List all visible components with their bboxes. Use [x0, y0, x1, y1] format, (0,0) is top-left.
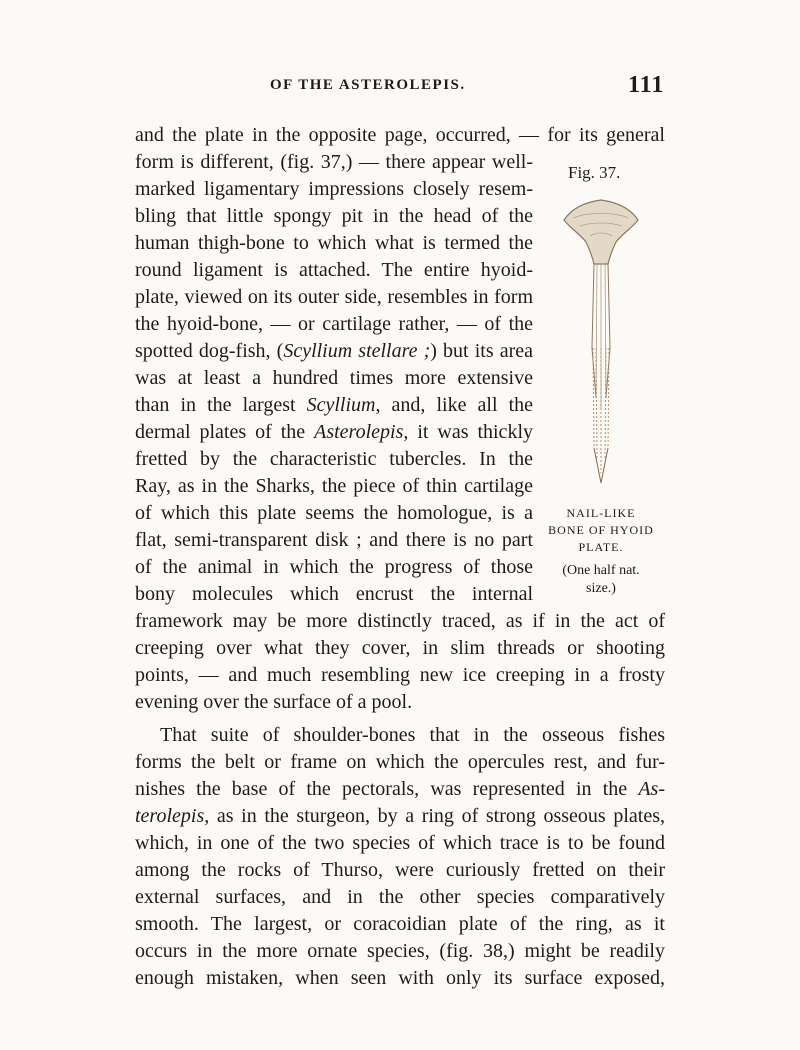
text-line: smooth. The largest, or coracoidian plate of the ring, as it [135, 913, 665, 935]
text-line: framework may be more distinctly traced, as if in the act of [135, 610, 665, 632]
text-line: bling that little spongy pit in the head of the [135, 205, 533, 227]
text-line: plate, viewed on its outer side, resembles in form [135, 286, 533, 308]
figure-caption-line: NAIL-LIKE [566, 506, 636, 520]
text-line: which, in one of the two species of which trace is to be found [135, 832, 665, 854]
figure-caption-line: BONE OF HYOID [548, 523, 654, 537]
text-line: external surfaces, and in the other species comparatively [135, 886, 665, 908]
text-line: round ligament is attached. The entire hyoid- [135, 259, 533, 281]
text-line: enough mistaken, when seen with only its surface exposed, [135, 967, 665, 989]
text-line: creeping over what they cover, in slim threads or shooting [135, 637, 665, 659]
figure-label: Fig. 37. [568, 163, 621, 182]
text-line: of which this plate seems the homologue, is a [135, 502, 533, 524]
text-line: points, — and much resembling new ice creeping in a frosty [135, 664, 665, 686]
hyoid-bone-illustration [560, 198, 642, 488]
text-line: flat, semi-transparent disk ; and there is no part [135, 529, 533, 551]
page-number: 111 [628, 72, 665, 98]
text-line: marked ligamentary impressions closely resem- [135, 178, 533, 200]
text-line: occurs in the more ornate species, (fig. 38,) might be readily [135, 940, 665, 962]
text-line: form is different, (fig. 37,) — there appear well- [135, 151, 533, 173]
text-line: among the rocks of Thurso, were curiously fretted on their [135, 859, 665, 881]
text-line: evening over the surface of a pool. [135, 691, 413, 713]
text-line: of the animal in which the progress of those [135, 556, 533, 578]
text-line: and the plate in the opposite page, occurred, — for its general [135, 124, 665, 146]
text-line: fretted by the characteristic tubercles. In the [135, 448, 533, 470]
text-line: Ray, as in the Sharks, the piece of thin cartilage [135, 475, 533, 497]
running-title: OF THE ASTEROLEPIS. [270, 77, 466, 93]
text-line: terolepis, as in the sturgeon, by a ring of strong osseous plates, [135, 805, 665, 827]
text-line: nishes the base of the pectorals, was represented in the As- [135, 778, 665, 800]
text-line: was at least a hundred times more extensive [135, 367, 533, 389]
figure-caption-line: PLATE. [578, 540, 624, 554]
text-line: That suite of shoulder-bones that in the osseous fishes [160, 724, 665, 746]
text-line: forms the belt or frame on which the opercules rest, and fur- [135, 751, 665, 773]
text-line: human thigh-bone to which what is termed the [135, 232, 533, 254]
text-line: bony molecules which encrust the internal [135, 583, 533, 605]
figure-caption-line: size.) [586, 581, 616, 596]
text-line: spotted dog-fish, (Scyllium stellare ;) but its area [135, 340, 534, 362]
text-line: the hyoid-bone, — or cartilage rather, — of the [135, 313, 533, 335]
text-line: than in the largest Scyllium, and, like all the [135, 394, 534, 416]
text-line: dermal plates of the Asterolepis, it was thickly [135, 421, 533, 443]
figure-caption-line: (One half nat. [562, 563, 640, 578]
